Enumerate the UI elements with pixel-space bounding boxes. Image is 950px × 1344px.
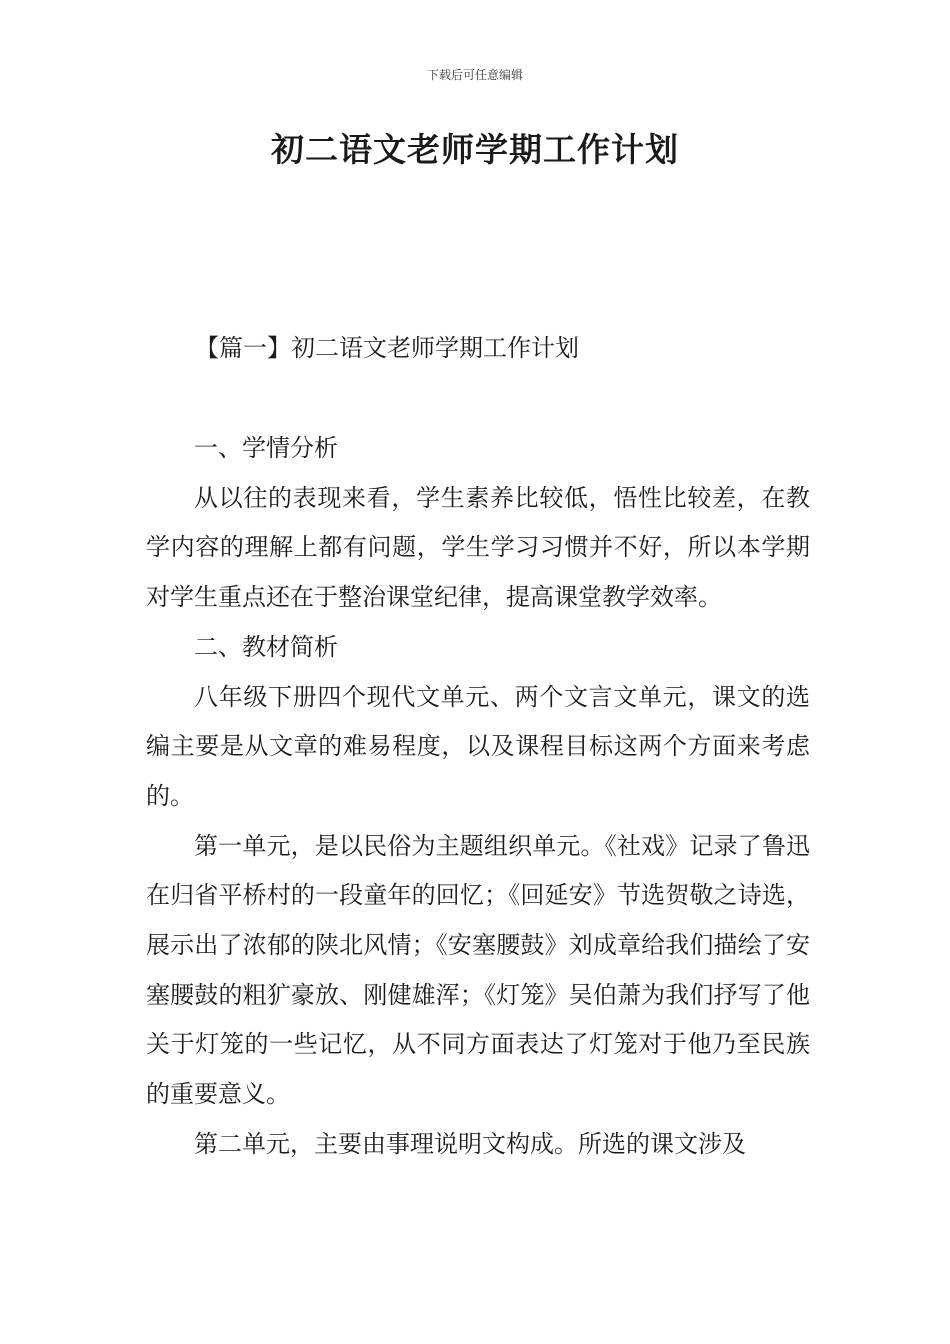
subheading-textbook-analysis: 二、教材简析 (194, 632, 338, 661)
paragraph: 第二单元，主要由事理说明文构成。所选的课文涉及 (194, 1129, 746, 1158)
header-note: 下载后可任意编辑 (426, 68, 523, 82)
document-title: 初二语文老师学期工作计划 (271, 130, 679, 169)
paragraph: 从以往的表现来看，学生素养比较低，悟性比较差，在教学内容的理解上都有问题，学生学习习惯并不好，所以本学期对学生重点还在于整治课堂纪律，提高课堂教学效率。 (146, 483, 810, 612)
paragraph: 八年级下册四个现代文单元、两个文言文单元，课文的选编主要是从文章的难易程度，以及课程目标这两个方面来考虑的。 (146, 682, 810, 810)
subheading-learning-analysis: 一、学情分析 (194, 434, 338, 462)
paragraph: 第一单元，是以民俗为主题组织单元。《社戏》记录了鲁迅在归省平桥村的一段童年的回忆；《回延安》节选贺敬之诗选，展示出了浓郁的陕北风情；《安塞腰鼓》刘成章给我们描绘了安塞腰鼓的粗犷豪放、刚健雄浑；《灯笼》吴伯萧为我们抒写了他关于灯笼的一些记忆，从不同方面表达了灯笼对于他乃至民族的重要意义。 (146, 831, 810, 1109)
section-heading: 【篇一】初二语文老师学期工作计划 (195, 334, 579, 362)
document-body (146, 424, 810, 1170)
